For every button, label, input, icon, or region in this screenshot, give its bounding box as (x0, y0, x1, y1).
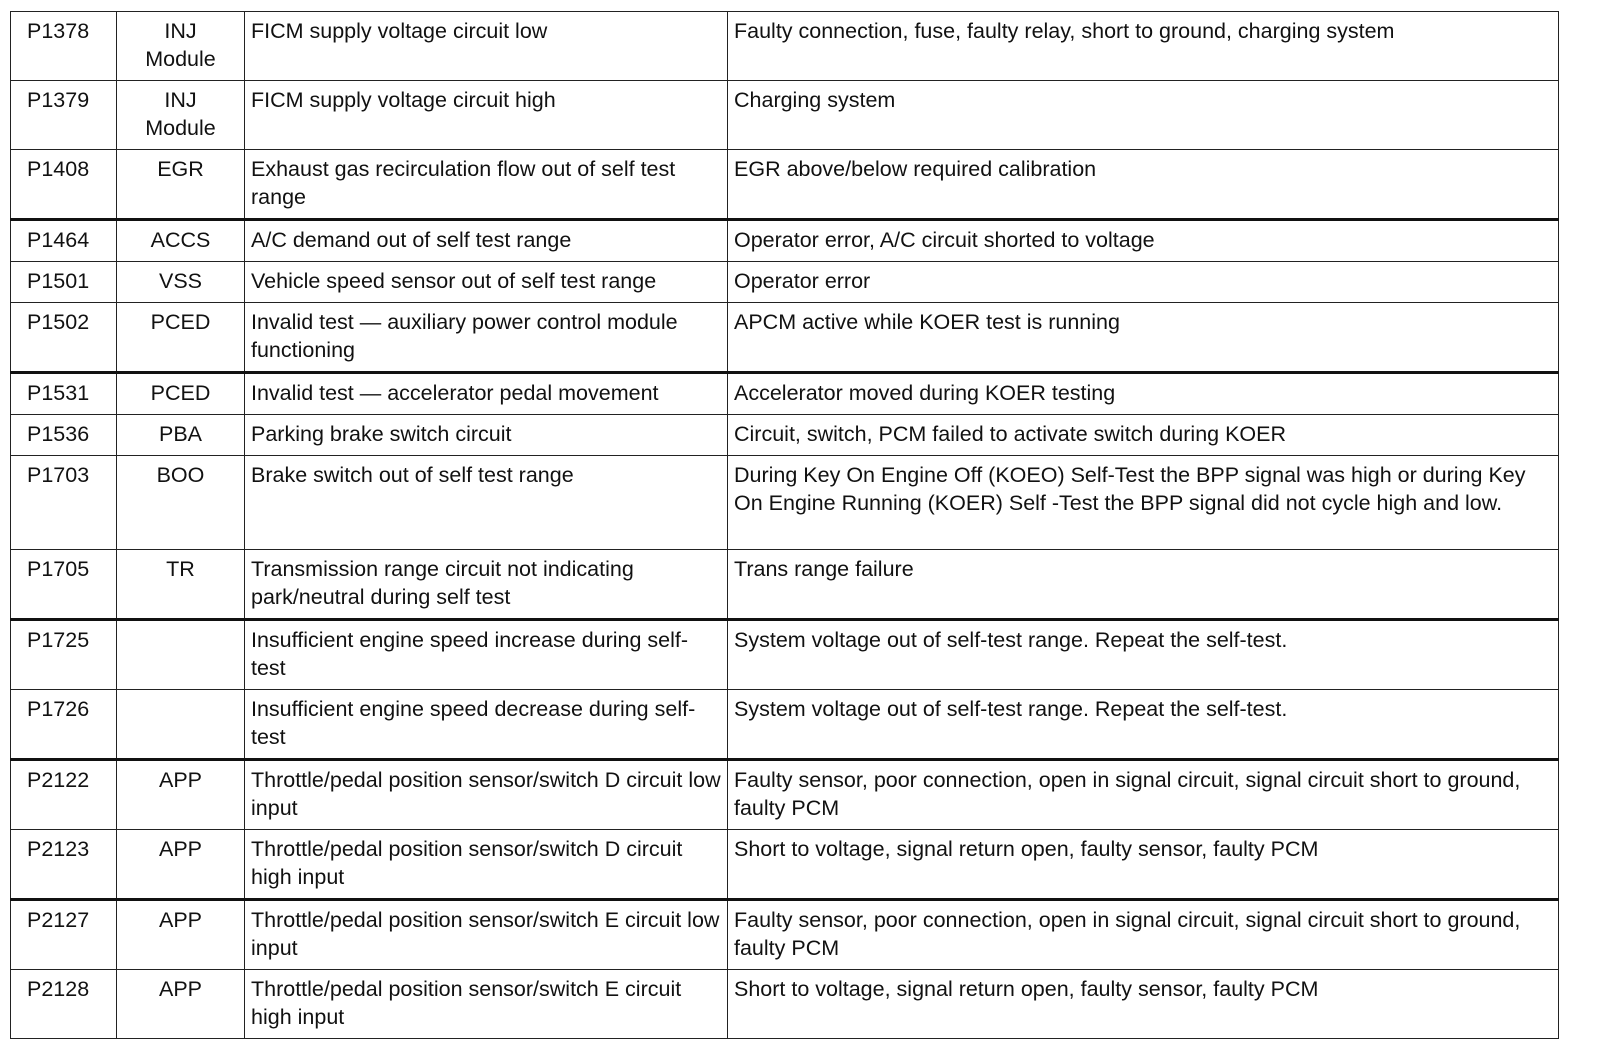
dtc-code-cell: P1464 (11, 220, 117, 262)
causes-cell: Faulty connection, fuse, faulty relay, short to ground, charging system (728, 12, 1559, 81)
system-cell: BOO (117, 456, 245, 550)
table-row (11, 303, 1559, 373)
dtc-code-cell: P1726 (11, 690, 117, 760)
dtc-code-cell: P2127 (11, 900, 117, 970)
table-row (11, 415, 1559, 456)
system-cell: VSS (117, 262, 245, 303)
system-cell (117, 620, 245, 690)
description-cell: Throttle/pedal position sensor/switch E circuit low input (245, 900, 728, 970)
dtc-code-cell: P1501 (11, 262, 117, 303)
table-row (11, 81, 1559, 150)
table-row (11, 900, 1559, 970)
dtc-code-cell: P2123 (11, 830, 117, 900)
dtc-code-cell: P1703 (11, 456, 117, 550)
table-row (11, 550, 1559, 620)
system-cell: APP (117, 970, 245, 1039)
description-cell: Invalid test — accelerator pedal movement (245, 373, 728, 415)
table-row (11, 620, 1559, 690)
description-cell: A/C demand out of self test range (245, 220, 728, 262)
description-cell: Throttle/pedal position sensor/switch D circuit high input (245, 830, 728, 900)
table-row (11, 220, 1559, 262)
dtc-code-cell: P1502 (11, 303, 117, 373)
causes-cell: Charging system (728, 81, 1559, 150)
system-cell: EGR (117, 150, 245, 220)
dtc-code-cell: P1705 (11, 550, 117, 620)
system-text: INJ Module (145, 19, 216, 71)
table-row (11, 12, 1559, 81)
description-cell: Insufficient engine speed increase during self-test (245, 620, 728, 690)
causes-cell: Short to voltage, signal return open, faulty sensor, faulty PCM (728, 830, 1559, 900)
dtc-code-cell: P2128 (11, 970, 117, 1039)
system-cell: APP (117, 900, 245, 970)
system-cell: TR (117, 550, 245, 620)
table-row (11, 830, 1559, 900)
description-cell: Throttle/pedal position sensor/switch D circuit low input (245, 760, 728, 830)
dtc-code-cell: P2122 (11, 760, 117, 830)
description-cell: Parking brake switch circuit (245, 415, 728, 456)
causes-cell: Circuit, switch, PCM failed to activate switch during KOER (728, 415, 1559, 456)
causes-cell: APCM active while KOER test is running (728, 303, 1559, 373)
table-row (11, 150, 1559, 220)
dtc-code-cell: P1378 (11, 12, 117, 81)
causes-cell: Short to voltage, signal return open, faulty sensor, faulty PCM (728, 970, 1559, 1039)
system-cell: APP (117, 760, 245, 830)
causes-cell: System voltage out of self-test range. Repeat the self-test. (728, 690, 1559, 760)
system-cell (117, 690, 245, 760)
description-cell: Insufficient engine speed decrease during self-test (245, 690, 728, 760)
causes-cell: Accelerator moved during KOER testing (728, 373, 1559, 415)
system-cell: PCED (117, 373, 245, 415)
description-cell: Brake switch out of self test range (245, 456, 728, 550)
causes-cell: Faulty sensor, poor connection, open in signal circuit, signal circuit short to ground, faulty PCM (728, 760, 1559, 830)
system-text: INJ Module (145, 88, 216, 140)
description-cell: Throttle/pedal position sensor/switch E circuit high input (245, 970, 728, 1039)
table-row (11, 970, 1559, 1039)
dtc-code-cell: P1536 (11, 415, 117, 456)
description-cell: Exhaust gas recirculation flow out of self test range (245, 150, 728, 220)
system-cell: PCED (117, 303, 245, 373)
dtc-code-cell: P1408 (11, 150, 117, 220)
system-cell (117, 81, 245, 150)
system-cell (117, 12, 245, 81)
table-row (11, 760, 1559, 830)
table-row (11, 262, 1559, 303)
system-cell: APP (117, 830, 245, 900)
dtc-code-cell: P1531 (11, 373, 117, 415)
description-cell: Invalid test — auxiliary power control module functioning (245, 303, 728, 373)
description-cell: FICM supply voltage circuit low (245, 12, 728, 81)
causes-cell: Faulty sensor, poor connection, open in signal circuit, signal circuit short to ground, faulty PCM (728, 900, 1559, 970)
dtc-code-cell: P1379 (11, 81, 117, 150)
causes-cell: Operator error, A/C circuit shorted to voltage (728, 220, 1559, 262)
dtc-code-cell: P1725 (11, 620, 117, 690)
description-cell: FICM supply voltage circuit high (245, 81, 728, 150)
table-row (11, 690, 1559, 760)
system-cell: ACCS (117, 220, 245, 262)
causes-cell: System voltage out of self-test range. Repeat the self-test. (728, 620, 1559, 690)
causes-cell: Operator error (728, 262, 1559, 303)
system-cell: PBA (117, 415, 245, 456)
table-row (11, 373, 1559, 415)
causes-cell: Trans range failure (728, 550, 1559, 620)
description-cell: Vehicle speed sensor out of self test range (245, 262, 728, 303)
table-row (11, 456, 1559, 550)
dtc-table (10, 11, 1559, 1039)
description-cell: Transmission range circuit not indicating park/neutral during self test (245, 550, 728, 620)
causes-cell: EGR above/below required calibration (728, 150, 1559, 220)
causes-cell: During Key On Engine Off (KOEO) Self-Test the BPP signal was high or during Key On Engine Running (KOER) Self -Test the BPP signal did not cycle high and low. (728, 456, 1559, 550)
